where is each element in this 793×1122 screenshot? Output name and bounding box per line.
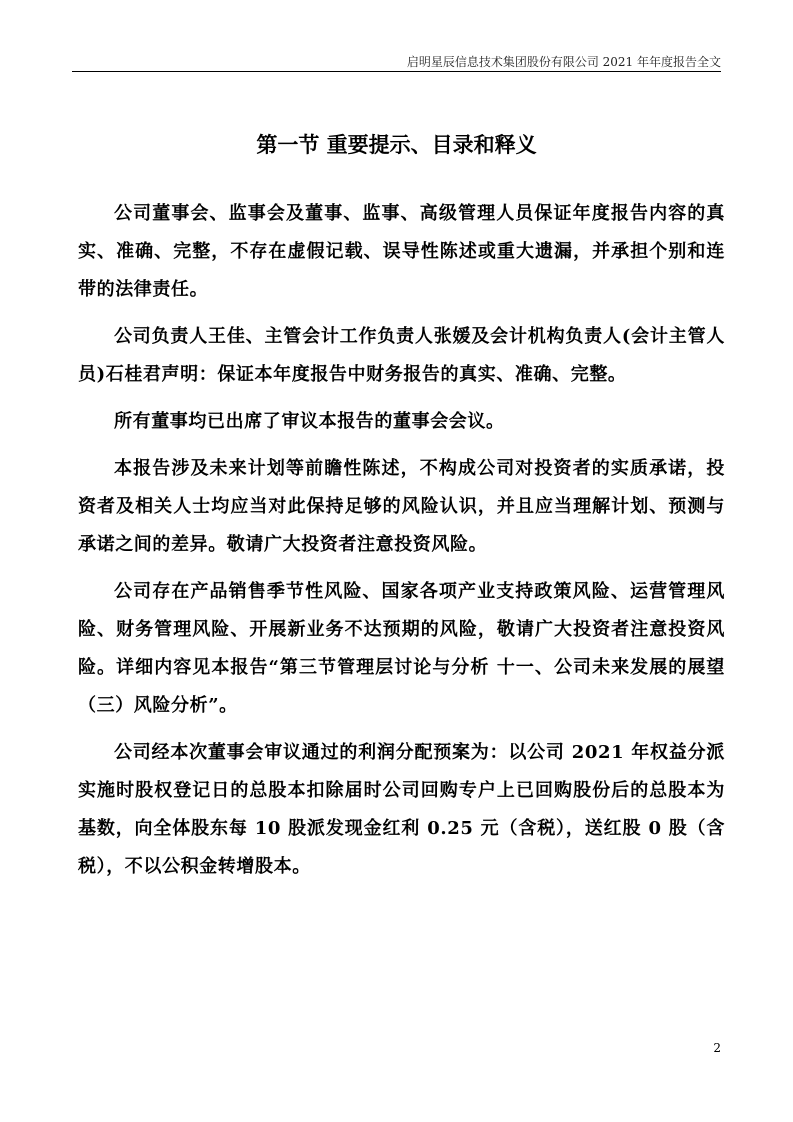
paragraph-financial-declaration: 公司负责人王佳、主管会计工作负责人张媛及会计机构负责人(会计主管人员)石桂君声明：保证本年度报告中财务报告的真实、准确、完整。: [78, 326, 725, 385]
header-divider: [72, 71, 721, 72]
paragraph-responsibility-statement: 公司董事会、监事会及董事、监事、高级管理人员保证年度报告内容的真实、准确、完整，不存在虚假记载、误导性陈述或重大遗漏，并承担个别和连带的法律责任。: [78, 203, 725, 300]
paragraph-board-attendance: 所有董事均已出席了审议本报告的董事会会议。: [114, 411, 505, 432]
document-body: [78, 195, 725, 895]
running-header: 启明星辰信息技术集团股份有限公司 2021 年年度报告全文: [406, 55, 721, 69]
section-title: 第一节 重要提示、目录和释义: [256, 132, 537, 157]
page-number: 2: [713, 1041, 721, 1055]
paragraph-forward-looking: 本报告涉及未来计划等前瞻性陈述，不构成公司对投资者的实质承诺，投资者及相关人士均应当对此保持足够的风险认识，并且应当理解计划、预测与承诺之间的差异。敬请广大投资者注意投资风险。: [78, 458, 725, 555]
paragraph-profit-distribution: 公司经本次董事会审议通过的利润分配预案为：以公司 2021 年权益分派实施时股权登记日的总股本扣除届时公司回购专户上已回购股份后的总股本为基数，向全体股东每 10 股派发现金红利 0.25 元（含税），送红股 0 股（含税），不以公积金转增股本。: [78, 742, 725, 877]
paragraph-risk-factors: 公司存在产品销售季节性风险、国家各项产业支持政策风险、运营管理风险、财务管理风险、开展新业务不达预期的风险，敬请广大投资者注意投资风险。详细内容见本报告“第三节管理层讨论与分析 十一、公司未来发展的展望（三）风险分析”。: [78, 581, 725, 716]
